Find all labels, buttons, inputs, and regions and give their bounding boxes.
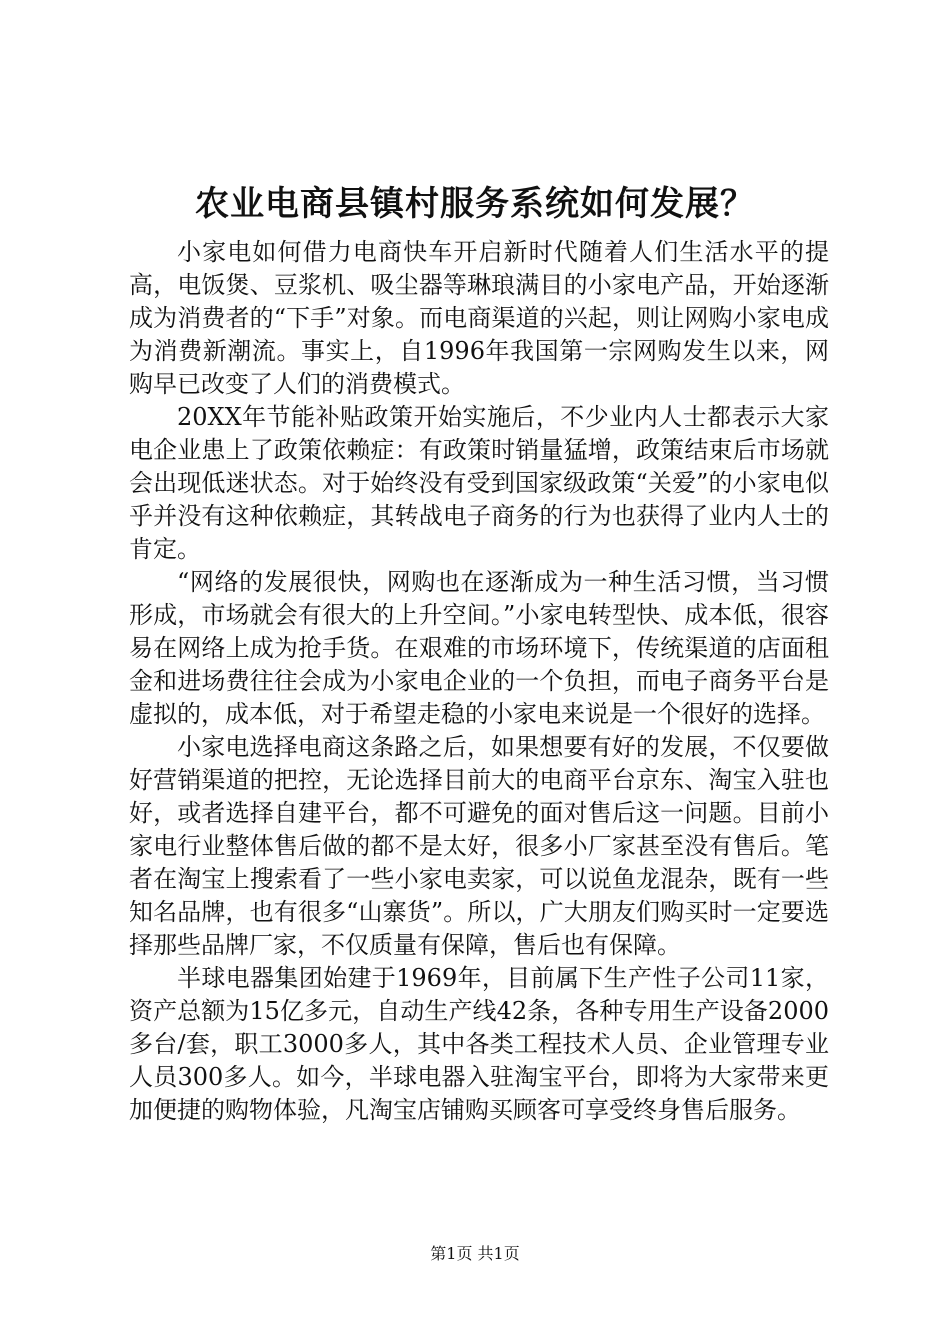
document-body [129,236,829,1127]
paragraph: 小家电选择电商这条路之后，如果想要有好的发展，不仅要做好营销渠道的把控，无论选择目前大的电商平台京东、淘宝入驻也好，或者选择自建平台，都不可避免的面对售后这一问题。目前小家电行业整体售后做的都不是太好，很多小厂家甚至没有售后。笔者在淘宝上搜索看了一些小家电卖家，可以说鱼龙混杂，既有一些知名品牌，也有很多“山寨货”。所以，广大朋友们购买时一定要选择那些品牌厂家，不仅质量有保障，售后也有保障。 [129,733,829,959]
page-number-footer: 第1页 共1页 [430,1244,520,1263]
paragraph: “网络的发展很快，网购也在逐渐成为一种生活习惯，当习惯形成，市场就会有很大的上升空间。”小家电转型快、成本低，很容易在网络上成为抢手货。在艰难的市场环境下，传统渠道的店面租金和进场费往往会成为小家电企业的一个负担，而电子商务平台是虚拟的，成本低，对于希望走稳的小家电来说是一个很好的选择。 [129,568,829,728]
paragraph: 小家电如何借力电商快车开启新时代随着人们生活水平的提高，电饭煲、豆浆机、吸尘器等琳琅满目的小家电产品，开始逐渐成为消费者的“下手”对象。而电商渠道的兴起，则让网购小家电成为消费新潮流。事实上，自1996年我国第一宗网购发生以来，网购早已改变了人们的消费模式。 [129,238,829,398]
page-title: 农业电商县镇村服务系统如何发展？ [195,184,755,224]
paragraph: 半球电器集团始建于1969年，目前属下生产性子公司11家，资产总额为15亿多元，自动生产线42条，各种专用生产设备2000多台/套，职工3000多人，其中各类工程技术人员、企业管理专业人员300多人。如今，半球电器入驻淘宝平台，即将为大家带来更加便捷的购物体验，凡淘宝店铺购买顾客可享受终身售后服务。 [129,964,829,1124]
paragraph: 20XX年节能补贴政策开始实施后，不少业内人士都表示大家电企业患上了政策依赖症：有政策时销量猛增，政策结束后市场就会出现低迷状态。对于始终没有受到国家级政策“关爱”的小家电似乎并没有这种依赖症，其转战电子商务的行为也获得了业内人士的肯定。 [129,403,829,563]
